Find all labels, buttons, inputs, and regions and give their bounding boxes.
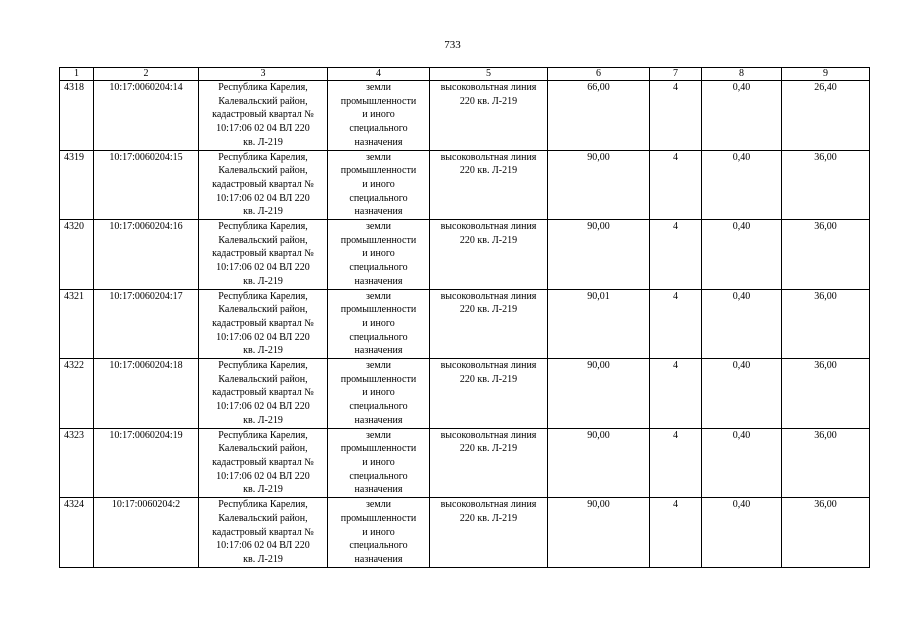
land-category-line: промышленности [340, 373, 417, 385]
location-address-line: кв. Л-219 [243, 553, 283, 565]
location-address-cell [199, 428, 328, 498]
permitted-use-line: высоковольтная линия [440, 499, 537, 511]
rate-value-cell: 0,40 [702, 220, 782, 290]
permitted-use-line: высоковольтная линия [440, 429, 537, 441]
row-number-cell: 4320 [60, 220, 94, 290]
location-address-line: Калевальский район, [218, 165, 308, 177]
land-category-line: земли [365, 429, 392, 441]
permitted-use-line: 220 кв. Л-219 [459, 304, 518, 316]
column-header-2: 2 [94, 68, 199, 81]
location-address-line: 10:17:06 02 04 ВЛ 220 [216, 192, 310, 204]
land-category-cell [328, 81, 430, 151]
area-value-cell: 90,00 [548, 359, 650, 429]
land-category-line: специального [349, 123, 408, 135]
land-category-line: специального [349, 331, 408, 343]
location-address-line: 10:17:06 02 04 ВЛ 220 [216, 540, 310, 552]
total-value-cell: 36,00 [782, 220, 870, 290]
location-address-line: 10:17:06 02 04 ВЛ 220 [216, 262, 310, 274]
land-category-cell [328, 498, 430, 568]
land-plot-table [59, 67, 870, 568]
rate-value-cell: 0,40 [702, 498, 782, 568]
location-address-line: кадастровый квартал № [212, 456, 314, 468]
column-header-7: 7 [650, 68, 702, 81]
total-value-cell: 36,00 [782, 428, 870, 498]
land-category-line: специального [349, 192, 408, 204]
area-value-cell: 90,00 [548, 498, 650, 568]
permitted-use-cell [430, 289, 548, 359]
land-category-line: назначения [354, 345, 403, 357]
quantity-value-cell: 4 [650, 498, 702, 568]
column-header-6: 6 [548, 68, 650, 81]
land-category-line: и иного [362, 248, 395, 260]
land-category-line: и иного [362, 456, 395, 468]
table-row [60, 220, 870, 290]
table-row [60, 428, 870, 498]
location-address-line: Калевальский район, [218, 373, 308, 385]
land-category-line: и иного [362, 178, 395, 190]
cadastral-number-cell: 10:17:0060204:2 [94, 498, 199, 568]
quantity-value-cell: 4 [650, 220, 702, 290]
column-header-9: 9 [782, 68, 870, 81]
cadastral-number-cell: 10:17:0060204:14 [94, 81, 199, 151]
location-address-line: 10:17:06 02 04 ВЛ 220 [216, 331, 310, 343]
column-header-5: 5 [430, 68, 548, 81]
land-category-cell [328, 289, 430, 359]
permitted-use-line: 220 кв. Л-219 [459, 234, 518, 246]
land-category-line: специального [349, 540, 408, 552]
location-address-line: Республика Карелия, [218, 290, 308, 302]
area-value-cell: 90,00 [548, 428, 650, 498]
permitted-use-cell [430, 498, 548, 568]
permitted-use-line: 220 кв. Л-219 [459, 443, 518, 455]
location-address-line: Республика Карелия, [218, 151, 308, 163]
permitted-use-line: высоковольтная линия [440, 151, 537, 163]
quantity-value-cell: 4 [650, 428, 702, 498]
table-row [60, 81, 870, 151]
land-category-line: специального [349, 470, 408, 482]
location-address-line: 10:17:06 02 04 ВЛ 220 [216, 470, 310, 482]
location-address-line: Республика Карелия, [218, 360, 308, 372]
location-address-line: Калевальский район, [218, 512, 308, 524]
location-address-line: 10:17:06 02 04 ВЛ 220 [216, 123, 310, 135]
total-value-cell: 36,00 [782, 150, 870, 220]
area-value-cell: 90,00 [548, 220, 650, 290]
location-address-line: кадастровый квартал № [212, 178, 314, 190]
header-row [60, 68, 870, 81]
quantity-value-cell: 4 [650, 150, 702, 220]
location-address-line: Республика Карелия, [218, 429, 308, 441]
column-header-1: 1 [60, 68, 94, 81]
land-category-line: земли [365, 151, 392, 163]
quantity-value-cell: 4 [650, 289, 702, 359]
cadastral-number-cell: 10:17:0060204:18 [94, 359, 199, 429]
total-value-cell: 26,40 [782, 81, 870, 151]
permitted-use-cell [430, 428, 548, 498]
location-address-cell [199, 150, 328, 220]
quantity-value-cell: 4 [650, 81, 702, 151]
table-row [60, 150, 870, 220]
page-number: 733 [444, 39, 461, 51]
land-category-line: назначения [354, 553, 403, 565]
location-address-line: Республика Карелия, [218, 82, 308, 93]
table-row [60, 289, 870, 359]
land-category-line: специального [349, 262, 408, 274]
permitted-use-line: 220 кв. Л-219 [459, 512, 518, 524]
permitted-use-line: высоковольтная линия [440, 82, 537, 93]
row-number-cell: 4323 [60, 428, 94, 498]
location-address-line: кв. Л-219 [243, 484, 283, 496]
row-number-cell: 4322 [60, 359, 94, 429]
land-category-line: промышленности [340, 95, 417, 107]
cadastral-number-cell: 10:17:0060204:16 [94, 220, 199, 290]
location-address-line: Калевальский район, [218, 234, 308, 246]
cadastral-number-cell: 10:17:0060204:17 [94, 289, 199, 359]
land-category-line: и иного [362, 317, 395, 329]
row-number-cell: 4318 [60, 81, 94, 151]
location-address-line: кв. Л-219 [243, 136, 283, 148]
rate-value-cell: 0,40 [702, 81, 782, 151]
permitted-use-cell [430, 81, 548, 151]
location-address-line: Республика Карелия, [218, 221, 308, 233]
location-address-line: кадастровый квартал № [212, 526, 314, 538]
land-category-line: и иного [362, 387, 395, 399]
area-value-cell: 90,00 [548, 150, 650, 220]
rate-value-cell: 0,40 [702, 359, 782, 429]
permitted-use-cell [430, 359, 548, 429]
location-address-line: Калевальский район, [218, 443, 308, 455]
land-category-line: назначения [354, 136, 403, 148]
land-category-line: промышленности [340, 165, 417, 177]
land-category-cell [328, 150, 430, 220]
column-header-8: 8 [702, 68, 782, 81]
land-category-line: земли [365, 221, 392, 233]
land-category-line: земли [365, 360, 392, 372]
location-address-line: кадастровый квартал № [212, 387, 314, 399]
land-category-line: назначения [354, 206, 403, 218]
land-category-line: промышленности [340, 512, 417, 524]
location-address-line: Калевальский район, [218, 304, 308, 316]
land-category-line: назначения [354, 275, 403, 287]
permitted-use-cell [430, 220, 548, 290]
land-category-line: земли [365, 290, 392, 302]
land-category-cell [328, 220, 430, 290]
rate-value-cell: 0,40 [702, 150, 782, 220]
quantity-value-cell: 4 [650, 359, 702, 429]
column-header-3: 3 [199, 68, 328, 81]
location-address-line: Республика Карелия, [218, 499, 308, 511]
land-category-cell [328, 359, 430, 429]
location-address-cell [199, 498, 328, 568]
land-category-line: специального [349, 401, 408, 413]
total-value-cell: 36,00 [782, 498, 870, 568]
area-value-cell: 66,00 [548, 81, 650, 151]
row-number-cell: 4324 [60, 498, 94, 568]
location-address-cell [199, 81, 328, 151]
permitted-use-cell [430, 150, 548, 220]
permitted-use-line: 220 кв. Л-219 [459, 373, 518, 385]
land-category-line: промышленности [340, 304, 417, 316]
location-address-line: 10:17:06 02 04 ВЛ 220 [216, 401, 310, 413]
permitted-use-line: 220 кв. Л-219 [459, 165, 518, 177]
land-category-line: земли [365, 82, 392, 93]
table-row [60, 359, 870, 429]
table-body [60, 81, 870, 568]
location-address-cell [199, 289, 328, 359]
rate-value-cell: 0,40 [702, 289, 782, 359]
land-category-line: и иного [362, 109, 395, 121]
total-value-cell: 36,00 [782, 359, 870, 429]
land-category-line: назначения [354, 414, 403, 426]
permitted-use-line: высоковольтная линия [440, 290, 537, 302]
row-number-cell: 4321 [60, 289, 94, 359]
land-category-line: назначения [354, 484, 403, 496]
column-header-4: 4 [328, 68, 430, 81]
location-address-line: Калевальский район, [218, 95, 308, 107]
land-category-line: земли [365, 499, 392, 511]
cadastral-number-cell: 10:17:0060204:19 [94, 428, 199, 498]
location-address-line: кв. Л-219 [243, 275, 283, 287]
location-address-line: кадастровый квартал № [212, 109, 314, 121]
location-address-line: кв. Л-219 [243, 345, 283, 357]
row-number-cell: 4319 [60, 150, 94, 220]
permitted-use-line: высоковольтная линия [440, 360, 537, 372]
land-category-line: промышленности [340, 234, 417, 246]
total-value-cell: 36,00 [782, 289, 870, 359]
land-category-line: и иного [362, 526, 395, 538]
location-address-cell [199, 359, 328, 429]
permitted-use-line: высоковольтная линия [440, 221, 537, 233]
cadastral-number-cell: 10:17:0060204:15 [94, 150, 199, 220]
location-address-line: кв. Л-219 [243, 414, 283, 426]
location-address-line: кадастровый квартал № [212, 248, 314, 260]
rate-value-cell: 0,40 [702, 428, 782, 498]
area-value-cell: 90,01 [548, 289, 650, 359]
location-address-line: кв. Л-219 [243, 206, 283, 218]
location-address-cell [199, 220, 328, 290]
location-address-line: кадастровый квартал № [212, 317, 314, 329]
land-category-cell [328, 428, 430, 498]
table-row [60, 498, 870, 568]
land-category-line: промышленности [340, 443, 417, 455]
permitted-use-line: 220 кв. Л-219 [459, 95, 518, 107]
